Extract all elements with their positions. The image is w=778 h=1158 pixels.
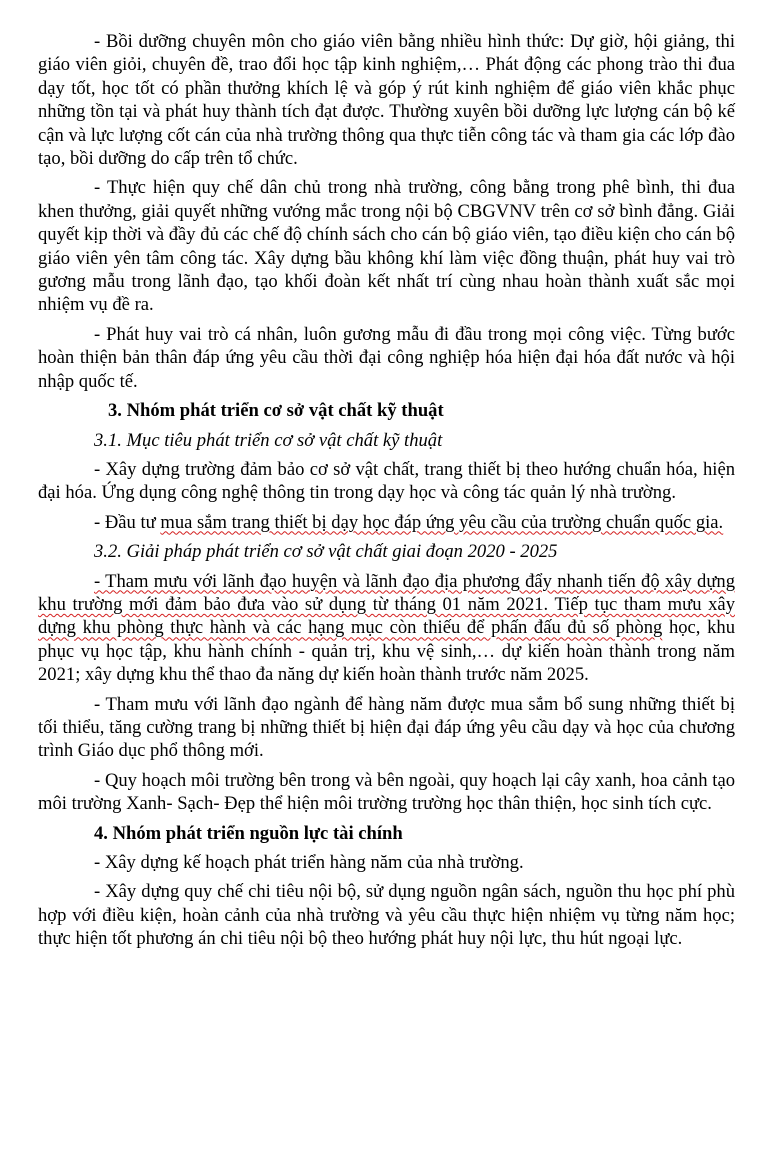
- section-heading-3: 3. Nhóm phát triển cơ sở vật chất kỹ thuật: [108, 400, 444, 422]
- paragraph: - Bồi dưỡng chuyên môn cho giáo viên bằng nhiều hình thức: Dự giờ, hội giảng, thi giáo viên giỏi, chuyên đề, trao đổi học tập kinh nghiệm,… Phát động các phong trào thi đua dạy tốt, học tốt có phần thưởng khích lệ và góp ý rút kinh nghiệm để giáo viên khắc phục những tồn tại và phát huy thành tích đạt được. Thường xuyên bồi dưỡng lực lượng cán bộ kế cận và lực lượng cốt cán của nhà trường thông qua thực tiễn công tác và tham gia các lớp đào tạo, bồi dưỡng do cấp trên tổ chức.: [38, 31, 735, 170]
- paragraph: - Xây dựng trường đảm bảo cơ sở vật chất, trang thiết bị theo hướng chuẩn hóa, hiện đại hóa. Ứng dụng công nghệ thông tin trong dạy học và công tác quản lý nhà trường.: [38, 458, 735, 504]
- spellcheck-underlined-text: mua sắm trang thiết bị dạy học đáp ứng yêu cầu của trường chuẩn quốc gia.: [160, 511, 724, 533]
- paragraph: [38, 511, 735, 534]
- paragraph: [38, 570, 735, 687]
- document-page: [38, 30, 735, 957]
- paragraph: - Phát huy vai trò cá nhân, luôn gương mẫu đi đầu trong mọi công việc. Từng bước hoàn thiện bản thân đáp ứng yêu cầu thời đại công nghiệp hóa hiện đại hóa đất nước và hội nhập quốc tế.: [38, 323, 735, 392]
- paragraph: - Tham mưu với lãnh đạo ngành để hàng năm được mua sắm bổ sung những thiết bị tối thiểu, tăng cường trang bị những thiết bị hiện đại đáp ứng yêu cầu dạy và học của chương trình Giáo dục phổ thông mới.: [38, 693, 735, 762]
- paragraph: - Xây dựng quy chế chi tiêu nội bộ, sử dụng nguồn ngân sách, nguồn thu học phí phù hợp với điều kiện, hoàn cảnh của nhà trường và yêu cầu thực hiện nhiệm vụ từng năm học; thực hiện tốt phương án chi tiêu nội bộ theo hướng phát huy nội lực, thu hút ngoại lực.: [38, 881, 735, 950]
- subheading-3-2: 3.2. Giải pháp phát triển cơ sở vật chất giai đoạn 2020 - 2025: [94, 541, 558, 563]
- paragraph: - Xây dựng kế hoạch phát triển hàng năm của nhà trường.: [94, 852, 524, 873]
- spellcheck-underlined-text: - Tham mưu với lãnh đạo huyện và lãnh đạo địa phương đẩy nhanh tiến độ xây dựng khu trường mới đảm bảo đưa vào sử dụng từ tháng 01 năm 2021. Tiếp tục tham mưu xây dựng khu phòng thực hành và các hạng mục còn thiếu để phấn đấu đủ số phòng: [38, 570, 735, 639]
- paragraph: - Quy hoạch môi trường bên trong và bên ngoài, quy hoạch lại cây xanh, hoa cảnh tạo môi trường Xanh- Sạch- Đẹp thể hiện môi trường trường học thân thiện, học sinh tích cực.: [38, 769, 735, 815]
- section-heading-4: 4. Nhóm phát triển nguồn lực tài chính: [94, 822, 403, 844]
- text-run: học, khu phục vụ học tập, khu hành chính - quản trị, khu vệ sinh,… dự kiến hoàn thành trong năm 2021; xây dựng khu thể thao đa năng dự kiến hoàn thành trước năm 2025.: [38, 617, 735, 686]
- paragraph: - Thực hiện quy chế dân chủ trong nhà trường, công bằng trong phê bình, thi đua khen thưởng, giải quyết những vướng mắc trong nội bộ CBGVNV trên cơ sở bình đẳng. Giải quyết kịp thời và đầy đủ các chế độ chính sách cho cán bộ giáo viên, tạo điều kiện cho cán bộ giáo viên yên tâm công tác. Xây dựng bầu không khí làm việc đồng thuận, phát huy vai trò gương mẫu trong lãnh đạo, tạo khối đoàn kết nhất trí cùng nhau hoàn thành xuất sắc mọi nhiệm vụ đề ra.: [38, 177, 735, 316]
- subheading-3-1: 3.1. Mục tiêu phát triển cơ sở vật chất kỹ thuật: [94, 429, 443, 451]
- text-run: - Đầu tư: [94, 511, 161, 533]
